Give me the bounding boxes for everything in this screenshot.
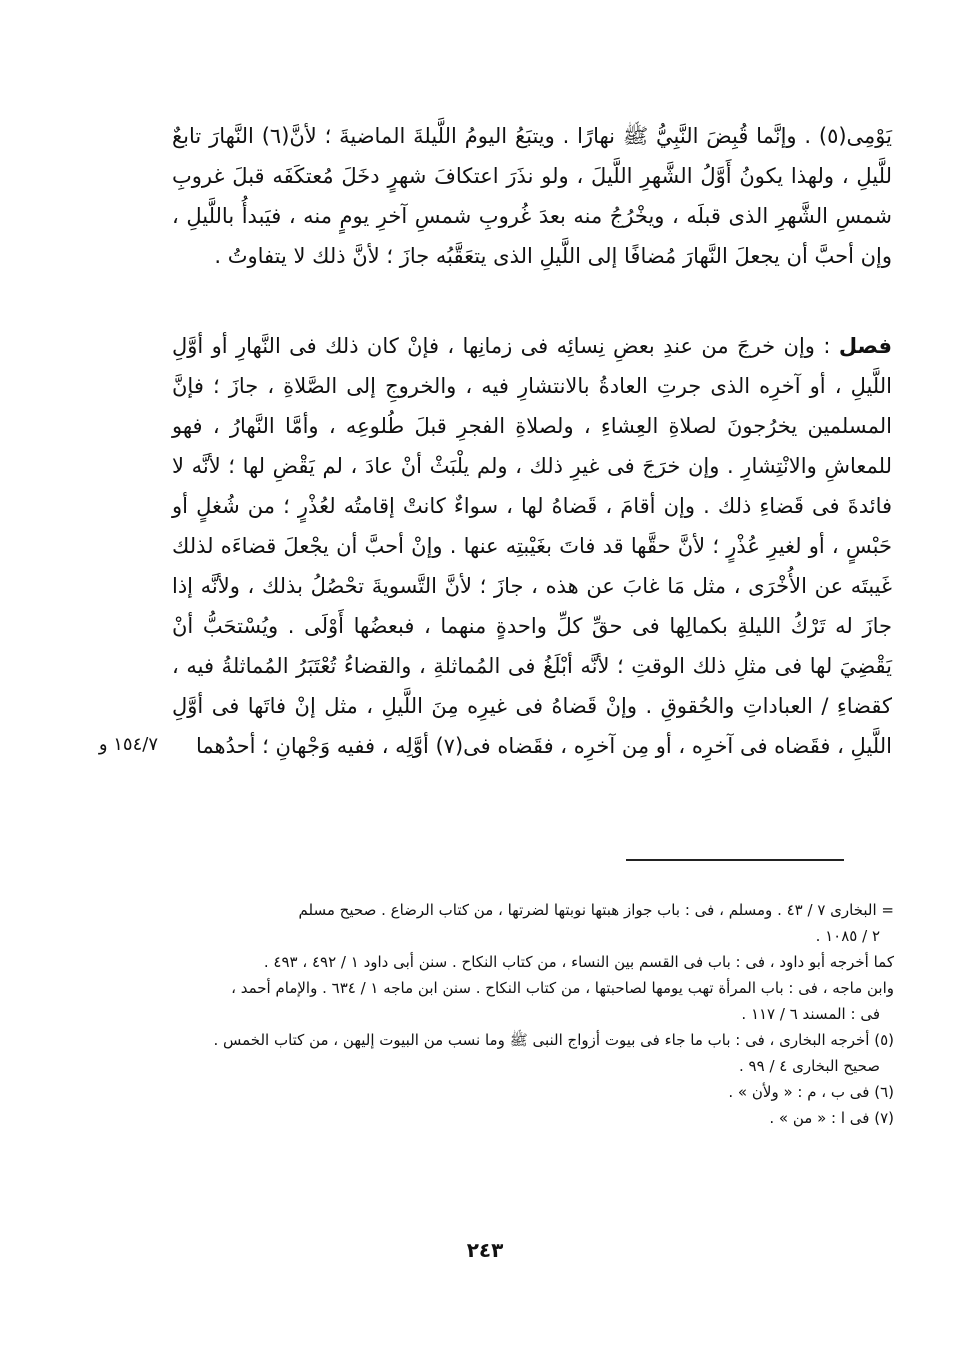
paragraph-1: يَوْمِى(٥) . وإنَّما قُبِضَ النَّبِيُّ ﷺ نهارًا . ويتبَعُ اليومُ اللَّيلةَ الماضيةَ ؛ لأنَّ(٦) النَّهارَ تابعٌ للَّيلِ ، ولهذا يكونُ أَوَّلُ الشَّهرِ اللَّيلَ ، ولو نذَرَ اعتكافَ شهرٍ دخَلَ مُعتكَفَه قبلَ غروبِ شمسِ الشَّهرِ الذى قبلَه ، ويخْرُجُ منه بعدَ غُروبِ شمسِ آخرِ يومٍ منه ، فيَبدأُ باللَّيلِ ، وإن أحبَّ أن يجعلَ النَّهارَ مُضافًا إلى اللَّيلِ الذى يتعَقَّبُه جازَ ؛ لأنَّ ذلك لا يتفاوتُ . (172, 124, 892, 268)
footnote-5: (٥) أخرجه البخارى ، فى : باب ما جاء فى بيوت أزواج النبى ﷺ وما نسب من البيوت إليهن ، من كتاب الخمس . (213, 1031, 894, 1049)
footnote-line: وابن ماجه ، فى : باب المرأة تهب يومها لصاحبتها ، من كتاب النكاح . سنن ابن ماجه ١ / ٦٣٤ . والإمام أحمد ، (231, 979, 894, 997)
footnote-line: ٢ / ١٠٨٥ . (815, 927, 880, 945)
footnote-line: فى : المسند ٦ / ١١٧ . (741, 1005, 880, 1023)
footnote-line: كما أخرجه أبو داود ، فى : باب فى القسم بين النساء ، من كتاب النكاح . سنن أبى داود ١ / ٤٩٢ ، ٤٩٣ . (263, 953, 894, 971)
footnote-separator (626, 859, 844, 861)
paragraph-2-text: : وإن خرجَ من عندِ بعضِ نِسائِه فى زمانِها ، فإنْ كان ذلك فى النَّهارِ أو أوَّلِ اللَّيلِ ، أو آخرِه الذى جرتِ العادةُ بالانتشارِ فيه ، والخروجِ إلى الصَّلاةِ ، جازَ ؛ فإنَّ المسلمين يخرُجونَ لصلاةِ العِشاءِ ، ولصلاةِ الفجرِ قبلَ طُلوعِه ، وأمَّا النَّهارُ ، فهو للمعاشِ والانْتِشارِ . وإن خرَجَ فى غيرِ ذلك ، ولم يلْبَثْ أنْ عادَ ، لم يَقْضِ لها ؛ لأنَّه لا فائدةَ فى قَضاءِ ذلك . وإن أقامَ ، قَضاهُ لها ، سواءٌ كانتْ إقامتُه لعُذْرٍ ؛ من شُغلٍ أو حَبْسٍ ، أو لغيرِ عُذْرٍ ؛ لأنَّ حقَّها قد فاتَ بغَيْبتِه عنها . وإنْ أحبَّ أن يجْعلَ قضاءَه لذلك غَيبتَه عن الأُخْرَى ، مثل مَا غابَ عن هذه ، جازَ ؛ لأنَّ التَّسويةَ تحْصُلُ بذلك ، ولأنَّه إذا جازَ له تَرْكُ الليلةِ بكمالِها فى حقِّ كلِّ واحدةٍ منهما ، فبعضُها أَوْلَى . ويُسْتحَبُّ أنْ يَقْضِيَ لها فى مثلِ ذلك الوقتِ ؛ لأنَّه أبْلَغُ فى المُماثلةِ ، والقضاءُ تُعْتَبَرُ المُماثلةُ فيه ، كقضاءِ / العباداتِ والحُقوقِ . وإنْ قَضاهُ فى غيرِه مِنَ اللَّيلِ ، مثل إنْ فاتَها فى أوَّلِ اللَّيلِ ، فقَضاه فى آخرِه ، أو مِن آخرِه ، فقَضاه فى(٧) أوَّلِه ، ففيه وَجْهانِ ؛ أحدُهما (172, 334, 892, 758)
footnote-7: (٧) فى ا : « من » . (769, 1109, 894, 1127)
footnote-line: صحيح البخارى ٤ / ٩٩ . (739, 1057, 880, 1075)
footnote-line: = البخارى ٧ / ٤٣ . ومسلم ، فى : باب جواز هبتها نوبتها لضرتها ، من كتاب الرضاع . صحيح مسلم (298, 901, 894, 919)
section-heading-word: فصل (838, 334, 892, 358)
page-number: ٢٤٣ (466, 1238, 504, 1262)
paragraph-2 (172, 326, 892, 766)
footnote-6: (٦) فى ب ، م : « ولأن » . (728, 1083, 894, 1101)
marginal-manuscript-reference: ١٥٤/٧ و (98, 734, 158, 755)
footnotes (160, 898, 894, 1132)
